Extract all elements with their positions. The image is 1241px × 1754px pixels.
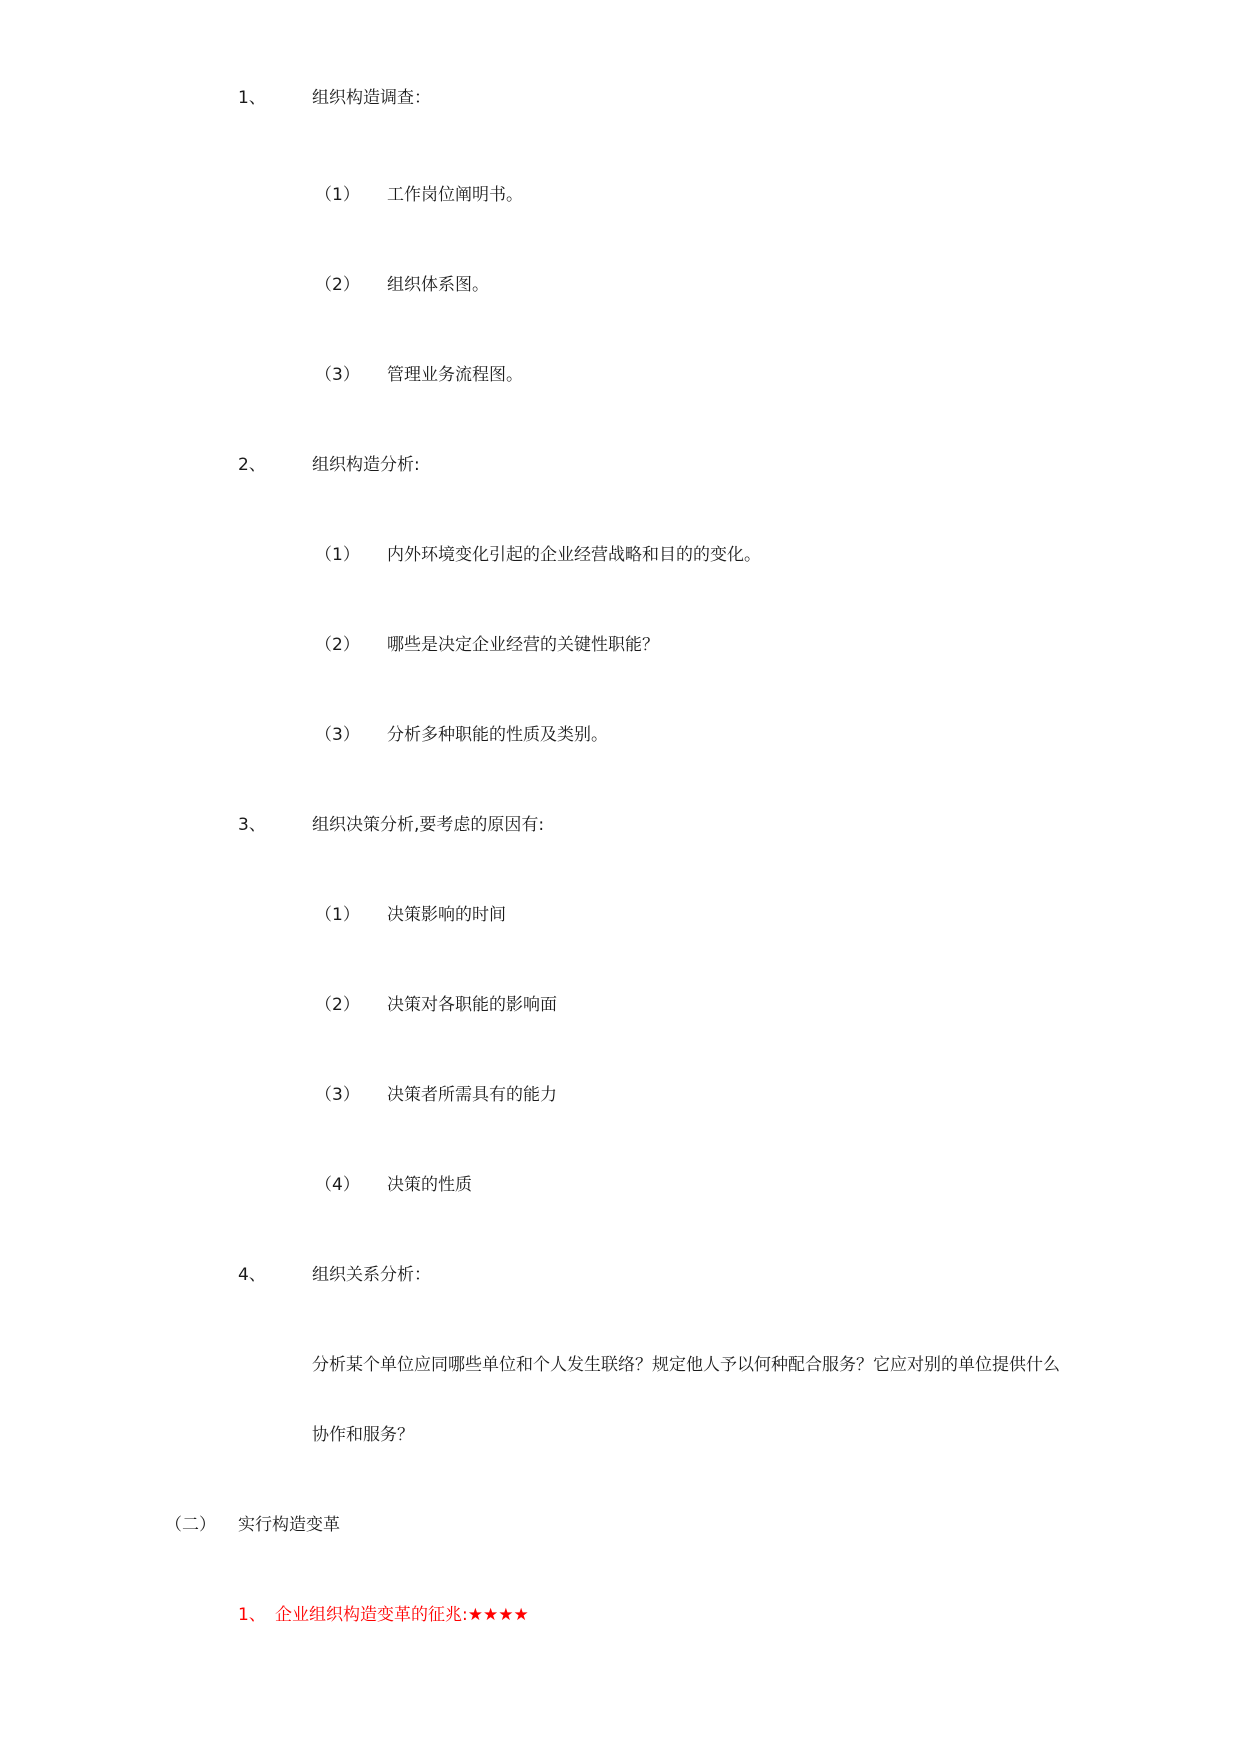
section-title: 组织构造调查：	[312, 88, 431, 108]
highlight-number: 1、	[238, 1605, 266, 1625]
item-number: （1）	[315, 185, 360, 205]
item-text: 分析多种职能的性质及类别。	[387, 725, 608, 745]
item-text: 内外环境变化引起的企业经营战略和目的的变化。	[387, 545, 761, 565]
paragraph-text: 分析某个单位应同哪些单位和个人发生联络？规定他人予以何种配合服务？它应对别的单位提供什么	[312, 1355, 1060, 1375]
item-number: （3）	[315, 365, 360, 385]
item-number: （3）	[315, 725, 360, 745]
item-text: 决策影响的时间	[387, 905, 506, 925]
section-title: 组织关系分析：	[312, 1265, 431, 1285]
item-number: （2）	[315, 995, 360, 1015]
item-number: （2）	[315, 635, 360, 655]
paragraph-text: 协作和服务？	[312, 1425, 414, 1445]
item-number: （4）	[315, 1175, 360, 1195]
section-number: 1、	[238, 88, 266, 108]
item-text: 决策对各职能的影响面	[387, 995, 557, 1015]
item-number: （2）	[315, 275, 360, 295]
item-text: 组织体系图。	[387, 275, 489, 295]
item-text: 决策者所需具有的能力	[387, 1085, 557, 1105]
item-number: （3）	[315, 1085, 360, 1105]
section-number: 2、	[238, 455, 266, 475]
section-number: 3、	[238, 815, 266, 835]
part-number: （二）	[165, 1515, 216, 1535]
section-title: 组织构造分析:	[312, 455, 420, 475]
item-number: （1）	[315, 905, 360, 925]
item-text: 决策的性质	[387, 1175, 472, 1195]
part-title: 实行构造变革	[238, 1515, 340, 1535]
item-text: 管理业务流程图。	[387, 365, 523, 385]
highlight-title: 企业组织构造变革的征兆:★★★★	[275, 1605, 529, 1625]
section-title: 组织决策分析,要考虑的原因有:	[312, 815, 545, 835]
item-text: 哪些是决定企业经营的关键性职能？	[387, 635, 659, 655]
section-number: 4、	[238, 1265, 266, 1285]
item-text: 工作岗位阐明书。	[387, 185, 523, 205]
item-number: （1）	[315, 545, 360, 565]
